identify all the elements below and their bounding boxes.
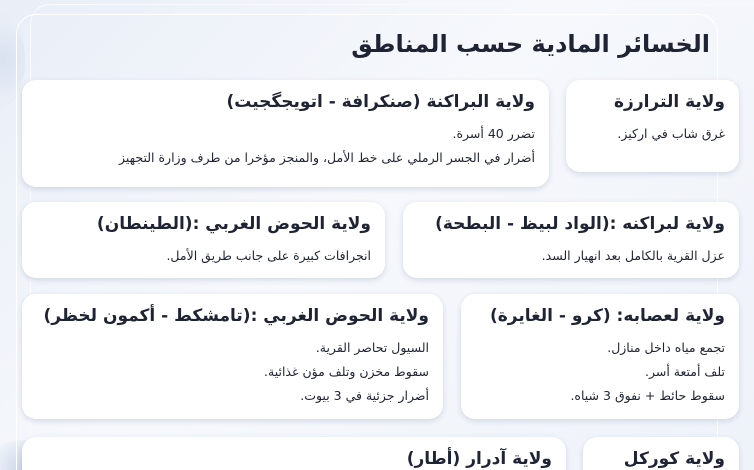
card-line: عزل القرية بالكامل بعد انهيار السد. [541, 248, 725, 263]
card-line: سقوط حائط + نفوق 3 شياه. [570, 388, 725, 403]
region-card-trarza [566, 80, 739, 172]
card-title: ولاية لعصابه: (كرو - الغايرة) [489, 306, 725, 326]
card-lines [36, 122, 535, 170]
card-title: ولاية لبراكنه :(الواد لبيظ - البطحة) [435, 214, 725, 234]
card-title: ولاية البراكنة (صنكرافة - اتويجگجيت) [226, 92, 535, 112]
card-line: أضرار جزئية في 3 بيوت. [300, 388, 429, 403]
region-card-assaba [461, 294, 739, 419]
region-card-brakna-wad-lebyadh [403, 202, 739, 278]
card-line: سقوط مخزن وتلف مؤن غذائية. [264, 364, 429, 379]
page-title: الخسائر المادية حسب المناطق [351, 30, 710, 58]
region-card-adrar [22, 437, 566, 470]
card-line: غرق شاب في اركيز. [617, 126, 725, 141]
card-line: تجمع مياه داخل منازل. [607, 340, 725, 355]
card-line: تلف أمتعة أسر. [645, 364, 725, 379]
card-lines [36, 336, 429, 408]
card-line: أضرار في الجسر الرملي على خط الأمل، والمنجز مؤخرا من طرف وزارة التجهيز [118, 150, 535, 165]
card-lines [417, 244, 725, 268]
region-card-hodh-gharbi-tamchakett [22, 294, 443, 419]
card-title: ولاية الحوض الغربي :(تامشكط - أكمون لخظر) [43, 306, 429, 326]
card-line: تضرر 40 أسرة. [452, 126, 535, 141]
card-lines [580, 122, 725, 146]
card-line: انجرافات كبيرة على جانب طريق الأمل. [166, 248, 371, 263]
region-card-brakna-sankarafa [22, 80, 549, 187]
card-line: السيول تحاصر القرية. [315, 340, 429, 355]
card-lines [475, 336, 725, 408]
card-title: ولاية الحوض الغربي :(الطينطان) [96, 214, 371, 234]
card-lines [36, 244, 371, 268]
card-title: ولاية آدرار (أطار) [406, 449, 552, 469]
region-card-gorgol [583, 437, 739, 470]
region-card-hodh-gharbi-tintane [22, 202, 385, 278]
card-title: ولاية كوركل [623, 449, 725, 469]
card-title: ولاية الترارزة [614, 92, 725, 112]
